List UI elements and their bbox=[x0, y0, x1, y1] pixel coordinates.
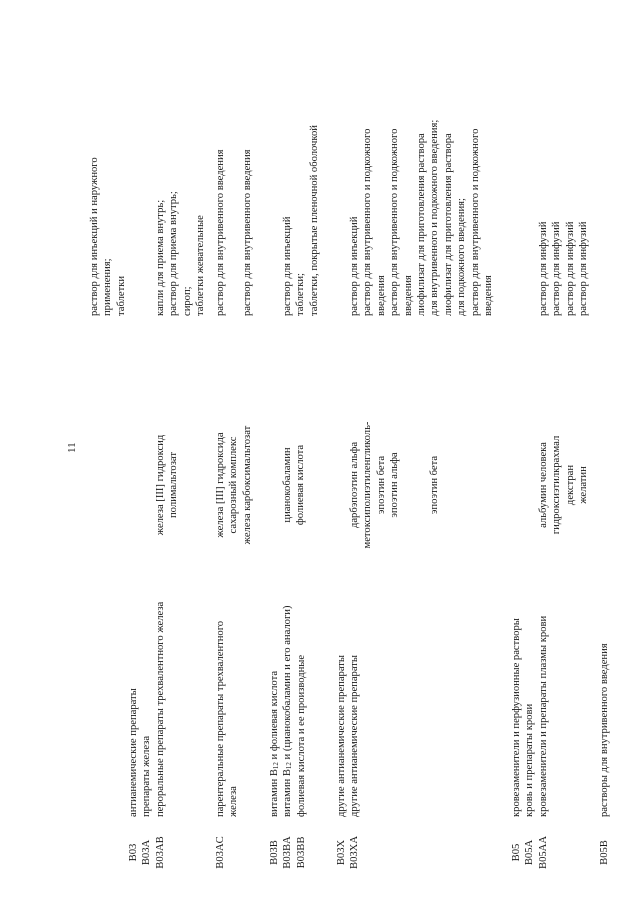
group-name: препараты железа bbox=[141, 735, 153, 817]
atc-code: B05 bbox=[511, 843, 522, 862]
form-line bbox=[227, 149, 240, 316]
form-line: раствор для инъекций bbox=[282, 216, 293, 316]
substance-name: альбумин человека bbox=[538, 442, 549, 528]
substance-name: железа карбоксимальтозат bbox=[241, 425, 253, 545]
page-number: 11 bbox=[66, 442, 78, 453]
substances-b03x bbox=[348, 405, 442, 565]
atc-code: B03A bbox=[141, 839, 153, 866]
atc-names-b05b bbox=[598, 643, 611, 817]
atc-code: B05B bbox=[599, 840, 610, 865]
form-line: раствор для инъекций и наружного bbox=[89, 157, 100, 316]
group-name: кровезаменители и препараты плазмы крови bbox=[537, 615, 549, 817]
atc-code: B03XA bbox=[349, 836, 361, 869]
form-line: сироп; bbox=[181, 286, 193, 316]
form-line: таблетки; bbox=[295, 273, 307, 316]
forms-b03x bbox=[348, 120, 495, 316]
atc-code: B05A bbox=[524, 839, 536, 866]
form-line: раствор для приема внутрь; bbox=[168, 191, 180, 316]
substance-name: эпоэтин бета bbox=[375, 455, 387, 515]
atc-code: B03B bbox=[269, 840, 280, 865]
group-name: витамин $B_{12}$ и (цианокобаламин и его аналоги) bbox=[282, 605, 294, 817]
form-line: лиофилизат для приготовления раствора bbox=[416, 133, 428, 316]
group-name: железа bbox=[228, 786, 240, 817]
atc-code: B03BB bbox=[295, 836, 307, 869]
substance-name: железа [III] гидроксид bbox=[155, 434, 166, 536]
substance-name: железа [III] гидроксида bbox=[215, 432, 226, 538]
substances-b05aa bbox=[537, 405, 591, 565]
substance-name: дарбэпоэтин альфа bbox=[349, 441, 360, 529]
atc-codes-b03b bbox=[268, 820, 308, 885]
form-line: применения; bbox=[102, 258, 114, 316]
substance-name: эпоэтин альфа bbox=[389, 452, 401, 518]
atc-names-b03ac bbox=[214, 621, 241, 817]
atc-code: B05AA bbox=[537, 836, 549, 869]
form-line: введения bbox=[375, 275, 387, 316]
group-name: антианемические препараты bbox=[128, 688, 139, 817]
substance-name: эпоэтин бета bbox=[429, 455, 441, 515]
forms-b03ac bbox=[214, 149, 254, 316]
group-name: кровь и препараты крови bbox=[524, 703, 536, 817]
group-name: фолиевая кислота и ее производные bbox=[295, 654, 307, 817]
form-line: лиофилизат для приготовления раствора bbox=[442, 133, 454, 316]
substance-name: гидроксиэтилкрахмал bbox=[551, 435, 563, 535]
forms-b03b bbox=[281, 125, 321, 316]
atc-names-b03b bbox=[268, 606, 308, 818]
form-line: раствор для внутривенного и подкожного bbox=[362, 128, 374, 316]
substances-b03ac bbox=[214, 405, 254, 565]
substance-name: цианокобаламин bbox=[282, 447, 293, 523]
atc-code: B03BA bbox=[282, 836, 294, 869]
form-line: таблетки жевательные bbox=[195, 215, 207, 316]
substance-name: сахарозный комплекс bbox=[228, 436, 240, 534]
forms-continued bbox=[88, 157, 128, 316]
group-name: пероральные препараты трехвалентного железа bbox=[154, 601, 166, 817]
form-line: для внутривенного и подкожного введения; bbox=[429, 119, 441, 316]
form-line: раствор для инъекций bbox=[349, 216, 360, 316]
group-name: парентеральные препараты трехвалентного bbox=[215, 620, 226, 817]
form-line: таблетки bbox=[115, 275, 127, 316]
form-line: таблетки, покрытые пленочной оболочкой bbox=[308, 125, 320, 316]
atc-code: B03 bbox=[128, 843, 139, 862]
form-line: раствор для инфузий bbox=[578, 221, 590, 316]
form-line: раствор для внутривенного введения bbox=[241, 149, 253, 316]
form-line: введения bbox=[402, 275, 414, 316]
atc-codes-b03ac bbox=[214, 820, 227, 885]
group-name: витамин $B_{12}$ и фолиевая кислота bbox=[269, 670, 280, 817]
atc-codes-b03 bbox=[127, 820, 167, 885]
forms-b05aa bbox=[537, 222, 591, 316]
substances-b03b bbox=[281, 405, 308, 565]
group-name: растворы для внутривенного введения bbox=[599, 643, 610, 817]
group-name: другие антианемические препараты bbox=[349, 655, 361, 817]
substance-name: фолиевая кислота bbox=[295, 444, 307, 526]
form-line: раствор для внутривенного и подкожного bbox=[389, 128, 401, 316]
atc-codes-b05b bbox=[598, 820, 611, 885]
form-line: введения bbox=[483, 275, 495, 316]
form-line: раствор для инфузий bbox=[564, 221, 576, 316]
form-line: раствор для внутривенного и подкожного bbox=[469, 128, 481, 316]
form-line: раствор для внутривенного введения bbox=[215, 149, 226, 316]
atc-names-b03x bbox=[335, 655, 362, 817]
substance-name: полимальтозат bbox=[168, 452, 180, 518]
group-name: другие антианемические препараты bbox=[336, 655, 347, 817]
group-name: кровезаменители и перфузионные растворы bbox=[511, 618, 522, 817]
atc-codes-b05 bbox=[510, 820, 550, 885]
forms-b03ab bbox=[154, 191, 208, 316]
form-line: раствор для инфузий bbox=[551, 221, 563, 316]
atc-code: B03AB bbox=[154, 836, 166, 869]
atc-names-b05 bbox=[510, 616, 550, 817]
atc-code: B03AC bbox=[215, 836, 226, 869]
substance-name: метоксиполиэтиленгликоль- bbox=[362, 421, 374, 549]
substance-b03ab bbox=[154, 405, 181, 565]
substance-name: декстран bbox=[564, 464, 576, 506]
atc-codes-b03x bbox=[335, 820, 362, 885]
form-line: капли для приема внутрь; bbox=[155, 199, 166, 316]
atc-code: B03X bbox=[336, 839, 347, 866]
atc-names-b03 bbox=[127, 602, 167, 817]
form-line: для подкожного введения; bbox=[456, 198, 468, 316]
substance-name: желатин bbox=[578, 466, 590, 504]
form-line: раствор для инфузий bbox=[538, 221, 549, 316]
